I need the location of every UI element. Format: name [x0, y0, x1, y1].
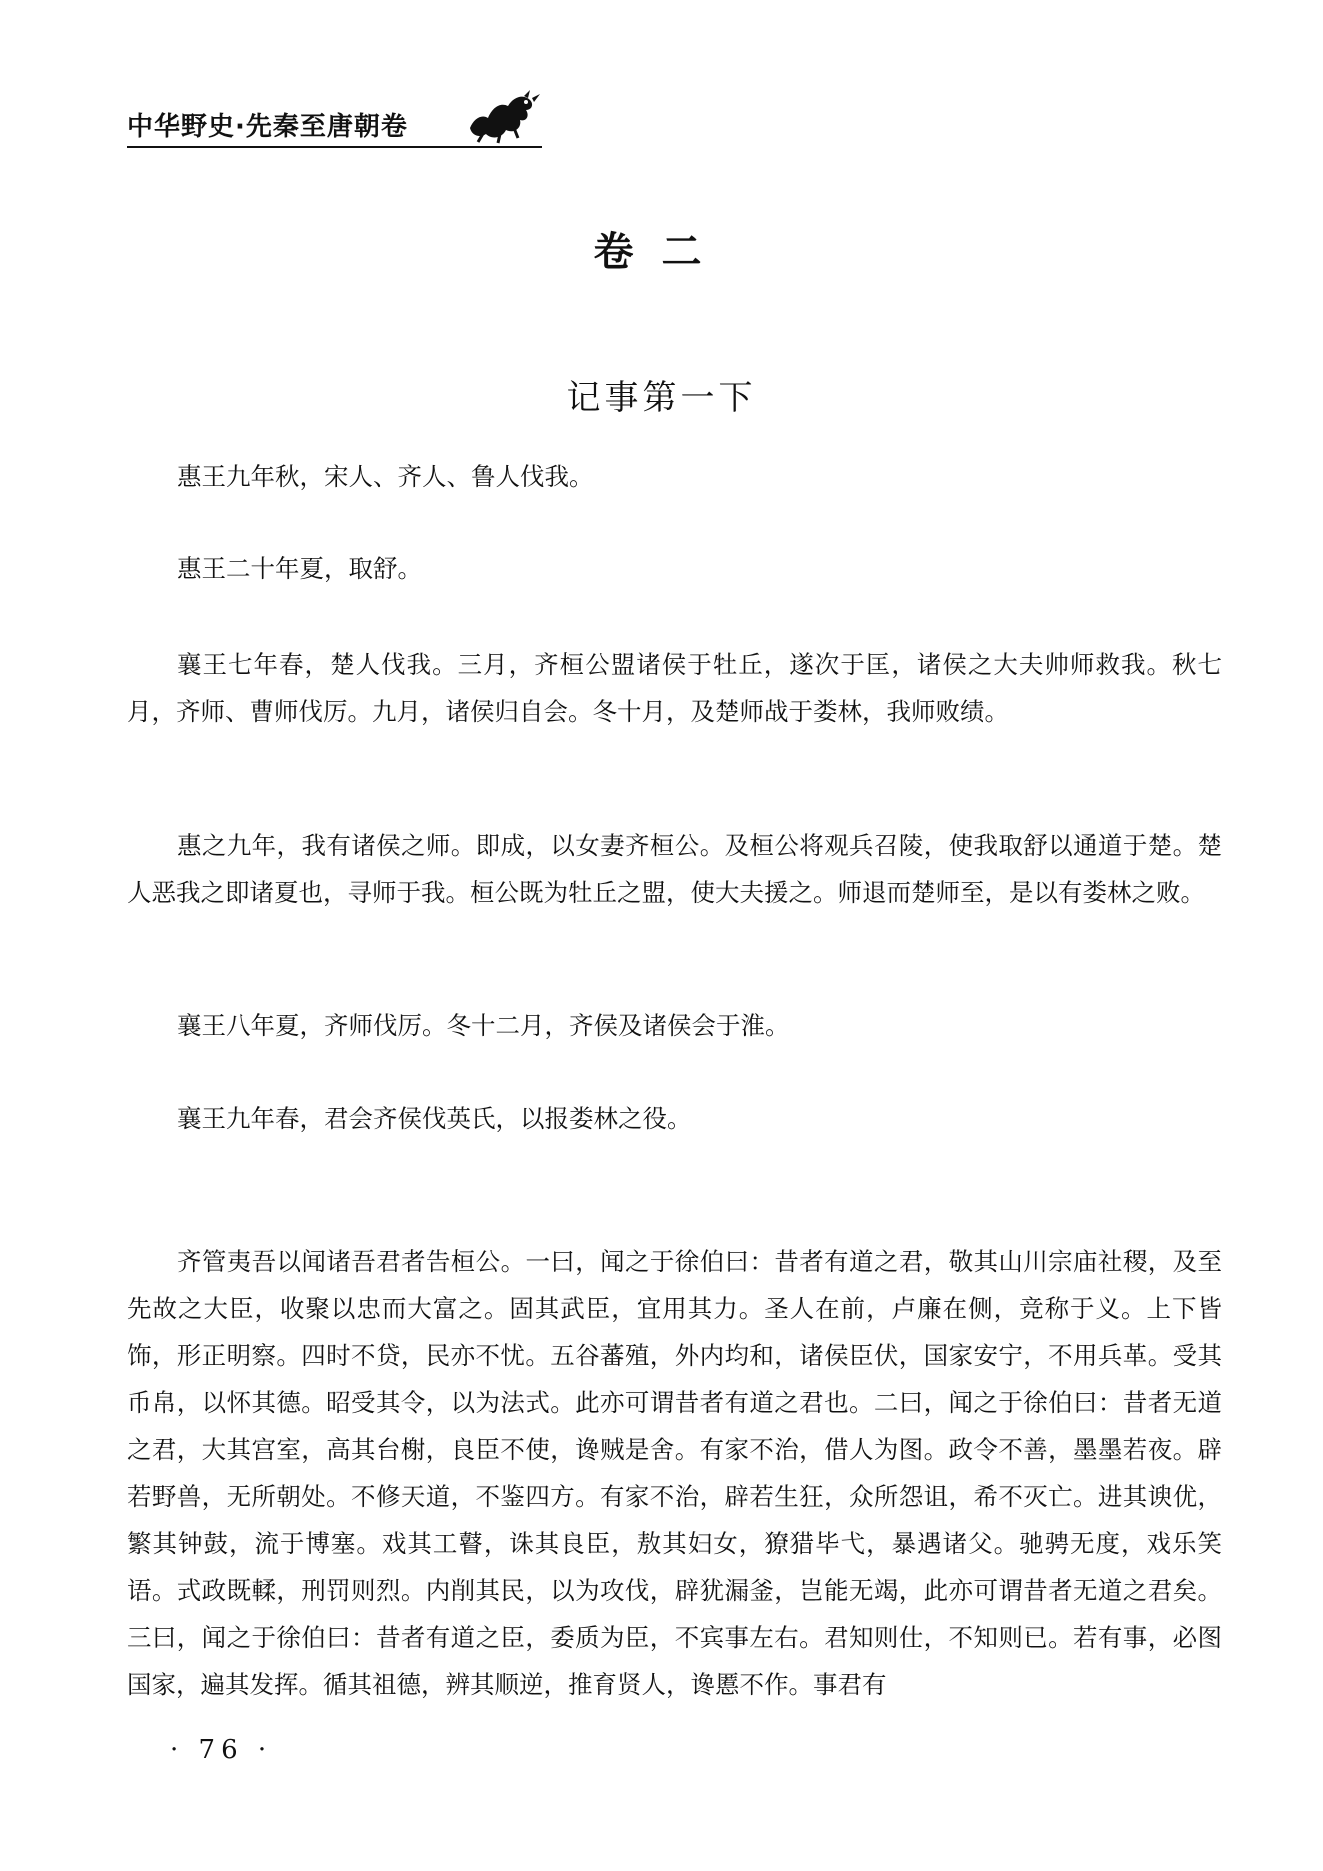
paragraph: 襄王七年春，楚人伐我。三月，齐桓公盟诸侯于牡丘，遂次于匡，诸侯之大夫帅师救我。秋七月，齐师、曹师伐厉。九月，诸侯归自会。冬十月，及楚师战于娄林，我师败绩。 [127, 650, 1222, 726]
dragon-icon [464, 88, 544, 144]
section-title: 记事第一下 [566, 378, 757, 418]
paragraph: 惠王九年秋，宋人、齐人、鲁人伐我。 [177, 462, 594, 491]
paragraph: 惠王二十年夏，取舒。 [177, 554, 422, 583]
page-number: · 76 · [170, 1735, 273, 1765]
paragraph: 襄王八年夏，齐师伐厉。冬十二月，齐侯及诸侯会于淮。 [177, 1011, 790, 1040]
paragraph: 惠之九年，我有诸侯之师。即成，以女妻齐桓公。及桓公将观兵召陵，使我取舒以通道于楚。楚人恶我之即诸夏也，寻师于我。桓公既为牡丘之盟，使大夫援之。师退而楚师至，是以有娄林之败。 [127, 831, 1222, 907]
header-rule [127, 146, 542, 148]
running-header [127, 88, 547, 148]
volume-title: 卷二 [593, 229, 730, 275]
running-header-title: 中华野史·先秦至唐朝卷 [127, 112, 408, 142]
paragraph: 齐管夷吾以闻诸吾君者告桓公。一曰，闻之于徐伯曰：昔者有道之君，敬其山川宗庙社稷，及至先故之大臣，收聚以忠而大富之。固其武臣，宜用其力。圣人在前，卢廉在侧，竞称于义。上下皆饰，形正明察。四时不贷，民亦不忧。五谷蕃殖，外内均和，诸侯臣伏，国家安宁，不用兵革。受其币帛，以怀其德。昭受其令，以为法式。此亦可谓昔者有道之君也。二曰，闻之于徐伯曰：昔者无道之君，大其宫室，高其台榭，良臣不使，谗贼是舍。有家不治，借人为图。政令不善，墨墨若夜。辟若野兽，无所朝处。不修天道，不鉴四方。有家不治，辟若生狂，众所怨诅，希不灭亡。进其谀优，繁其钟鼓，流于博塞。戏其工瞽，诛其良臣，敖其妇女，獠猎毕弋，暴遇诸父。驰骋无度，戏乐笑语。式政既輮，刑罚则烈。内削其民，以为攻伐，辟犹漏釜，岂能无竭，此亦可谓昔者无道之君矣。三曰，闻之于徐伯曰：昔者有道之臣，委质为臣，不宾事左右。君知则仕，不知则已。若有事，必图国家，遍其发挥。循其祖德，辨其顺逆，推育贤人，谗慝不作。事君有 [127, 1247, 1222, 1699]
paragraph: 襄王九年春，君会齐侯伐英氏，以报娄林之役。 [177, 1104, 692, 1133]
